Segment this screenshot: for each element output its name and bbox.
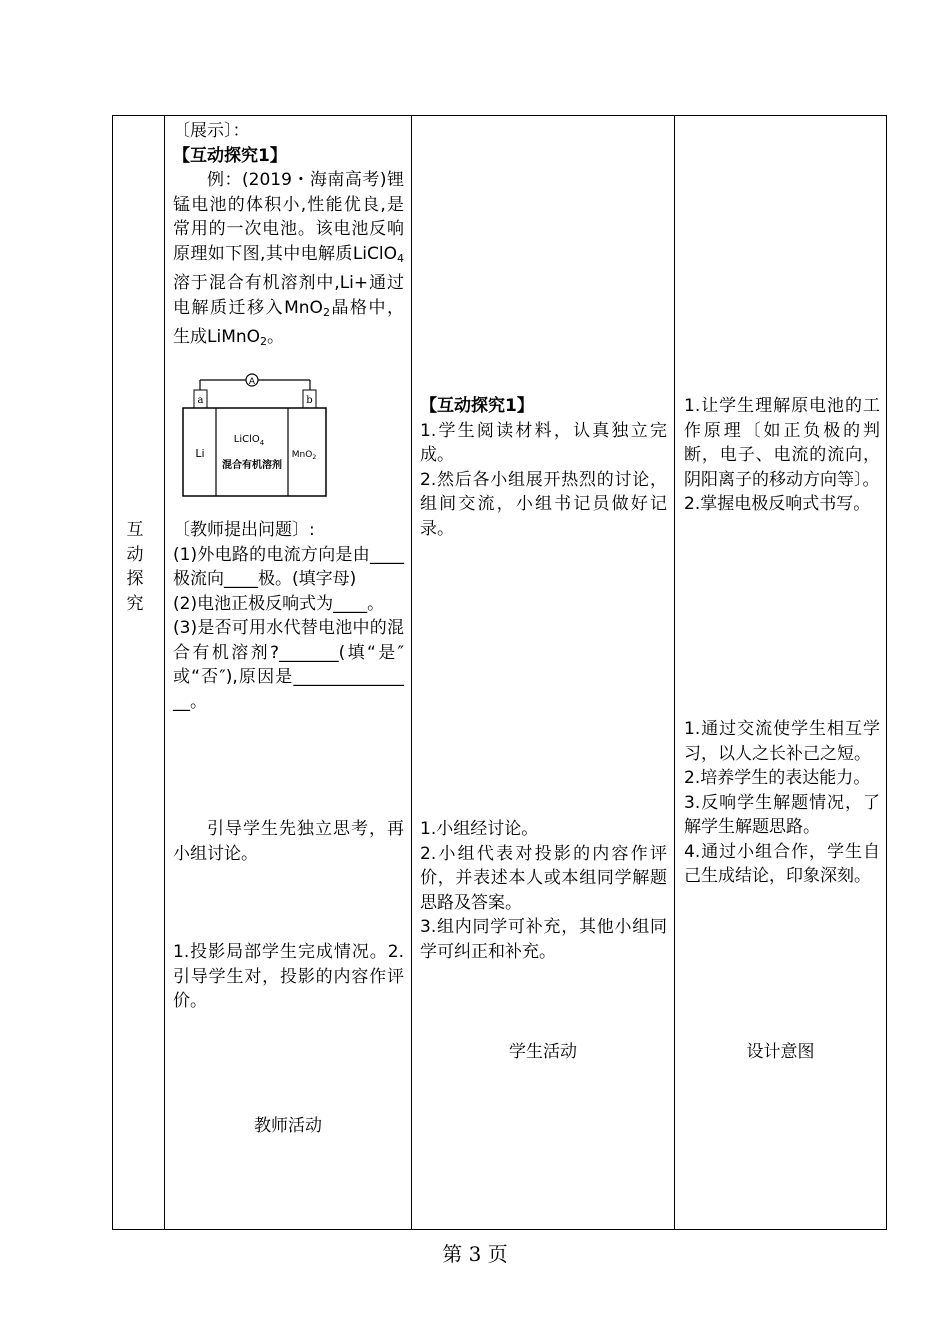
solvent-label: 混合有机溶剂 [222,460,282,471]
discussion-1: 1.小组经讨论。 [420,819,539,839]
display-label: 〔展示〕： [173,121,250,141]
student-activity-label: 学生活动 [509,1042,577,1062]
student-column [420,394,667,541]
student-step-1: 1.学生阅读材料，认真独立完成。 [420,420,667,465]
questions-intro: 〔教师提出问题〕: [173,520,315,540]
li-electrode-label: Li [195,447,205,460]
discussion-2: 2.小组代表对投影的内容作评价，并表述本人或本组同学解题思路及答案。 [420,843,667,913]
electrode-a-label: a [197,395,204,406]
section-header [116,518,154,616]
intent-a1: 1.让学生理解原电池的工作原理〔如正负极的判断，电子、电流的流向，阴阳离子的移动方向等〕。 [684,396,880,490]
teacher-activity-label: 教师活动 [254,1116,322,1136]
ammeter-label: A [248,377,256,387]
design-intent-2 [684,717,880,889]
battery-diagram [180,370,330,500]
table-top-border [112,115,887,116]
teacher-guide [173,817,404,866]
battery-diagram-svg [180,370,330,500]
design-intent-1 [684,394,880,517]
discussion-3: 3.组内同学可补充，其他小组同学可纠正和补充。 [420,917,667,962]
intent-b2: 2.培养学生的表达能力。 [684,768,871,788]
teacher-questions [173,518,404,714]
example-text: 例：(2019・海南高考)锂锰电池的体积小,性能优良,是常用的一次电池。该电池反响原理如下图,其中电解质LiClO$_4$溶于混合有机溶剂中,Li+通过电解质迁移入MnO$_2$晶格中，生成LiMnO$_2$。 [173,170,405,348]
teacher-projection [173,940,404,1014]
student-explore-title: 【互动探究1】 [420,396,534,416]
table-right-border [886,115,887,1230]
intent-b3: 3.反响学生解题情况，了解学生解题思路。 [684,792,880,837]
electrolyte-label: LiClO$_4$ [233,434,265,447]
student-discussion [420,817,667,964]
explore-title: 【互动探究1】 [173,145,287,166]
question-3: (3)是否可用水代替电池中的混合有机溶剂?_______(填“是″或“否″),原因是_______________。 [173,618,404,712]
guide-text: 引导学生先独立思考，再小组讨论。 [173,819,404,864]
table-left-border [112,115,113,1230]
projection-text: 1.投影局部学生完成情况。2.引导学生对，投影的内容作评价。 [173,942,404,1011]
question-1: (1)外电路的电流方向是由____极流向____极。(填字母) [173,544,404,589]
electrode-b-label: b [306,395,313,406]
question-2: (2)电池正极反响式为____。 [173,593,385,614]
section-header-text: 互动探究 [126,520,144,614]
column-divider-1 [164,115,165,1230]
intent-a2: 2.掌握电极反响式书写。 [684,494,871,514]
intent-b1: 1.通过交流使学生相互学习，以人之长补己之短。 [684,719,880,764]
intent-b4: 4.通过小组合作，学生自己生成结论，印象深刻。 [684,841,880,886]
page-number: 第 3 页 [442,1242,508,1266]
student-step-2: 2.然后各小组展开热烈的讨论，组间交流，小组书记员做好记录。 [420,469,667,539]
mno2-electrode-label: MnO$_2$ [291,450,317,461]
teacher-column [173,119,404,355]
design-intent-label: 设计意图 [746,1042,815,1062]
table-bottom-border [112,1229,887,1230]
